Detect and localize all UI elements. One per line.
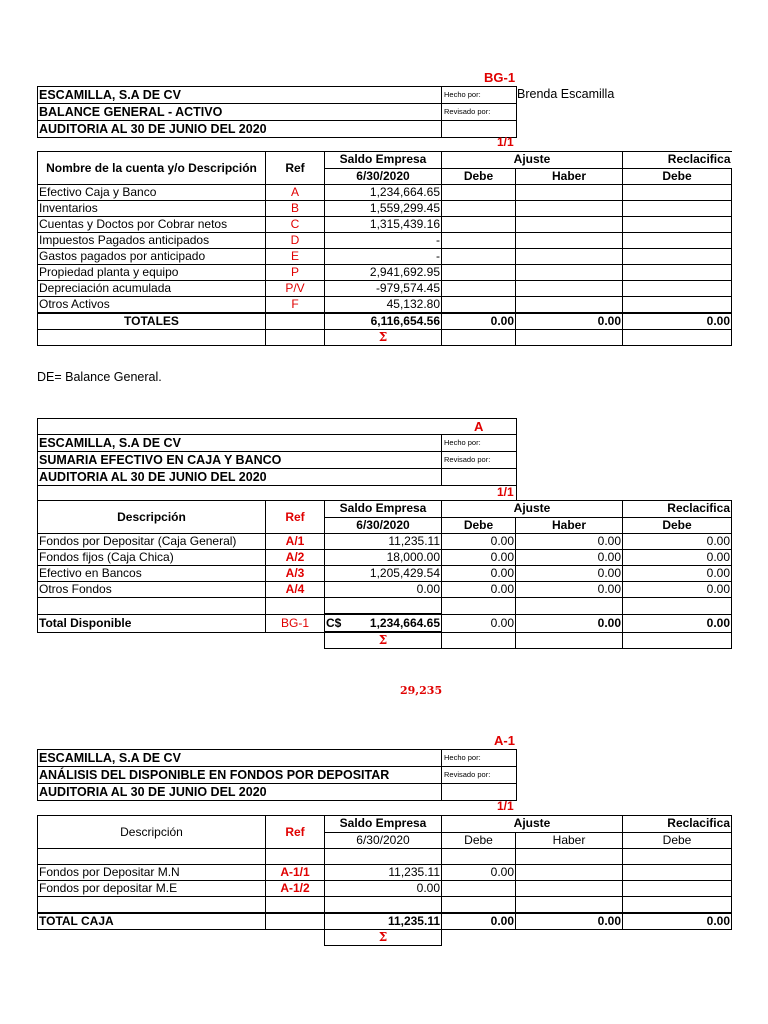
footnote: DE= Balance General. xyxy=(37,370,162,384)
row-debe: 0.00 xyxy=(442,566,516,582)
sigma-mark: Σ xyxy=(325,930,442,946)
row-haber: 0.00 xyxy=(516,550,623,566)
row-desc: Propiedad planta y equipo xyxy=(38,265,266,281)
sheet-title: ANÁLISIS DEL DISPONIBLE EN FONDOS POR DEPOSITAR xyxy=(38,767,442,783)
row-ref: P xyxy=(266,265,325,281)
totals-saldo: 11,235.11 xyxy=(325,913,442,930)
sheet-title: BALANCE GENERAL - ACTIVO xyxy=(38,104,442,120)
col-header-ajuste: Ajuste xyxy=(442,816,623,833)
row-saldo: 18,000.00 xyxy=(325,550,442,566)
row-debe: 0.00 xyxy=(442,865,516,881)
col-header-saldo: Saldo Empresa xyxy=(325,501,442,518)
revisado-por-label: Revisado por: xyxy=(444,770,491,779)
row-ref: C xyxy=(266,217,325,233)
col-header-ref: Ref xyxy=(266,501,325,534)
row-ref: E xyxy=(266,249,325,265)
totals-ref: BG-1 xyxy=(266,614,325,632)
totals-haber: 0.00 xyxy=(516,913,623,930)
row-debe: 0.00 xyxy=(442,582,516,598)
table-row xyxy=(38,582,732,598)
row-desc: Depreciación acumulada xyxy=(38,281,266,297)
totals-saldo-cell xyxy=(325,614,442,632)
col-header-saldo: Saldo Empresa xyxy=(325,152,442,169)
row-saldo: 11,235.11 xyxy=(325,865,442,881)
row-saldo: 1,234,664.65 xyxy=(325,185,442,201)
sheet-header xyxy=(37,434,517,486)
col-header-debe: Debe xyxy=(442,517,516,534)
row-reclas: 0.00 xyxy=(623,550,732,566)
col-header-desc: Descripción xyxy=(38,501,266,534)
sheet-header xyxy=(37,86,517,138)
sheet-header xyxy=(37,749,517,801)
col-header-haber: Haber xyxy=(516,517,623,534)
page-box xyxy=(37,484,517,500)
sheet-code: A xyxy=(474,419,484,434)
row-ref: D xyxy=(266,233,325,249)
row-debe: 0.00 xyxy=(442,550,516,566)
sigma-mark: Σ xyxy=(325,632,442,649)
page-number: 1/1 xyxy=(497,799,514,813)
row-saldo: - xyxy=(325,249,442,265)
audit-period: AUDITORIA AL 30 DE JUNIO DEL 2020 xyxy=(38,784,442,800)
table-row xyxy=(38,865,732,881)
row-desc: Inventarios xyxy=(38,201,266,217)
col-header-desc: Nombre de la cuenta y/o Descripción xyxy=(38,152,266,185)
col-header-debe2: Debe xyxy=(623,168,732,185)
row-haber: 0.00 xyxy=(516,566,623,582)
table-row xyxy=(38,534,732,550)
col-header-reclas: Reclacifica xyxy=(623,501,732,518)
row-ref: A-1/2 xyxy=(266,881,325,897)
row-saldo: 11,235.11 xyxy=(325,534,442,550)
table-row xyxy=(38,297,732,314)
table-row xyxy=(38,201,732,217)
col-header-reclas: Reclacifica xyxy=(623,816,732,833)
table-row xyxy=(38,265,732,281)
col-header-ref: Ref xyxy=(266,816,325,849)
totals-label: TOTAL CAJA xyxy=(38,913,266,930)
hecho-por-label: Hecho por: xyxy=(444,90,481,99)
col-header-saldo: Saldo Empresa xyxy=(325,816,442,833)
row-ref: A-1/1 xyxy=(266,865,325,881)
totals-reclas: 0.00 xyxy=(623,614,732,632)
row-saldo: 1,205,429.54 xyxy=(325,566,442,582)
audit-period: AUDITORIA AL 30 DE JUNIO DEL 2020 xyxy=(38,121,442,137)
totals-label: Total Disponible xyxy=(38,614,266,632)
table-row xyxy=(38,881,732,897)
table-row xyxy=(38,185,732,201)
row-ref: A/2 xyxy=(266,550,325,566)
col-header-debe2: Debe xyxy=(623,517,732,534)
currency-symbol: C$ xyxy=(326,615,342,630)
col-header-debe: Debe xyxy=(442,168,516,185)
row-desc: Otros Activos xyxy=(38,297,266,314)
row-desc: Impuestos Pagados anticipados xyxy=(38,233,266,249)
row-ref: A/3 xyxy=(266,566,325,582)
row-reclas: 0.00 xyxy=(623,566,732,582)
col-header-haber: Haber xyxy=(516,168,623,185)
row-haber: 0.00 xyxy=(516,582,623,598)
row-desc: Fondos por Depositar (Caja General) xyxy=(38,534,266,550)
table-row xyxy=(38,550,732,566)
row-saldo: 1,559,299.45 xyxy=(325,201,442,217)
row-ref: A/4 xyxy=(266,582,325,598)
row-desc: Fondos por depositar M.E xyxy=(38,881,266,897)
totals-haber: 0.00 xyxy=(516,614,623,632)
row-debe: 0.00 xyxy=(442,534,516,550)
table-row xyxy=(38,566,732,582)
table-row xyxy=(38,281,732,297)
row-saldo: - xyxy=(325,233,442,249)
col-header-desc: Descripción xyxy=(38,816,266,849)
row-reclas: 0.00 xyxy=(623,582,732,598)
row-ref: P/V xyxy=(266,281,325,297)
row-saldo: 2,941,692.95 xyxy=(325,265,442,281)
totals-debe: 0.00 xyxy=(442,313,516,330)
table-row xyxy=(38,233,732,249)
sigma-mark: Σ xyxy=(325,330,442,346)
row-ref: F xyxy=(266,297,325,314)
totals-saldo: 1,234,664.65 xyxy=(369,615,440,630)
row-haber: 0.00 xyxy=(516,534,623,550)
company-name: ESCAMILLA, S.A DE CV xyxy=(38,87,442,103)
col-header-reclas: Reclacifica xyxy=(623,152,732,169)
balance-table xyxy=(37,151,732,346)
col-header-date: 6/30/2020 xyxy=(325,168,442,185)
totals-haber: 0.00 xyxy=(516,313,623,330)
company-name: ESCAMILLA, S.A DE CV xyxy=(38,750,442,766)
col-header-debe2: Debe xyxy=(623,832,732,849)
col-header-haber: Haber xyxy=(516,832,623,849)
row-desc: Otros Fondos xyxy=(38,582,266,598)
col-header-date: 6/30/2020 xyxy=(325,517,442,534)
page-number: 1/1 xyxy=(497,135,514,149)
totals-debe: 0.00 xyxy=(442,614,516,632)
hecho-por-label: Hecho por: xyxy=(444,753,481,762)
row-saldo: -979,574.45 xyxy=(325,281,442,297)
row-desc: Cuentas y Doctos por Cobrar netos xyxy=(38,217,266,233)
row-desc: Fondos por Depositar M.N xyxy=(38,865,266,881)
loose-number: 29,235 xyxy=(400,684,443,697)
row-saldo: 45,132.80 xyxy=(325,297,442,314)
row-desc: Gastos pagados por anticipado xyxy=(38,249,266,265)
hecho-por-label: Hecho por: xyxy=(444,438,481,447)
row-debe xyxy=(442,881,516,897)
company-name: ESCAMILLA, S.A DE CV xyxy=(38,435,442,451)
sheet-title: SUMARIA EFECTIVO EN CAJA Y BANCO xyxy=(38,452,442,468)
totals-row xyxy=(38,614,732,632)
revisado-por-label: Revisado por: xyxy=(444,455,491,464)
analisis-table xyxy=(37,815,732,946)
row-ref: A/1 xyxy=(266,534,325,550)
row-ref: B xyxy=(266,201,325,217)
table-row xyxy=(38,217,732,233)
totals-reclas: 0.00 xyxy=(623,913,732,930)
col-header-debe: Debe xyxy=(442,832,516,849)
row-saldo: 0.00 xyxy=(325,881,442,897)
sheet-code: A-1 xyxy=(494,733,515,748)
row-reclas: 0.00 xyxy=(623,534,732,550)
row-saldo: 1,315,439.16 xyxy=(325,217,442,233)
hecho-por-value: Brenda Escamilla xyxy=(517,87,615,101)
row-desc: Fondos fijos (Caja Chica) xyxy=(38,550,266,566)
page-number: 1/1 xyxy=(497,485,514,499)
col-header-ref: Ref xyxy=(266,152,325,185)
totals-debe: 0.00 xyxy=(442,913,516,930)
table-row xyxy=(38,249,732,265)
row-saldo: 0.00 xyxy=(325,582,442,598)
revisado-por-label: Revisado por: xyxy=(444,107,491,116)
col-header-ajuste: Ajuste xyxy=(442,152,623,169)
col-header-ajuste: Ajuste xyxy=(442,501,623,518)
totals-saldo: 6,116,654.56 xyxy=(325,313,442,330)
row-desc: Efectivo Caja y Banco xyxy=(38,185,266,201)
totals-row xyxy=(38,313,732,330)
row-desc: Efectivo en Bancos xyxy=(38,566,266,582)
totals-label: TOTALES xyxy=(38,313,266,330)
code-box xyxy=(37,418,517,435)
totals-reclas: 0.00 xyxy=(623,313,732,330)
totals-row xyxy=(38,913,732,930)
sumaria-table xyxy=(37,500,732,649)
sheet-code: BG-1 xyxy=(484,70,516,85)
audit-period: AUDITORIA AL 30 DE JUNIO DEL 2020 xyxy=(38,469,442,485)
col-header-date: 6/30/2020 xyxy=(325,832,442,849)
row-ref: A xyxy=(266,185,325,201)
